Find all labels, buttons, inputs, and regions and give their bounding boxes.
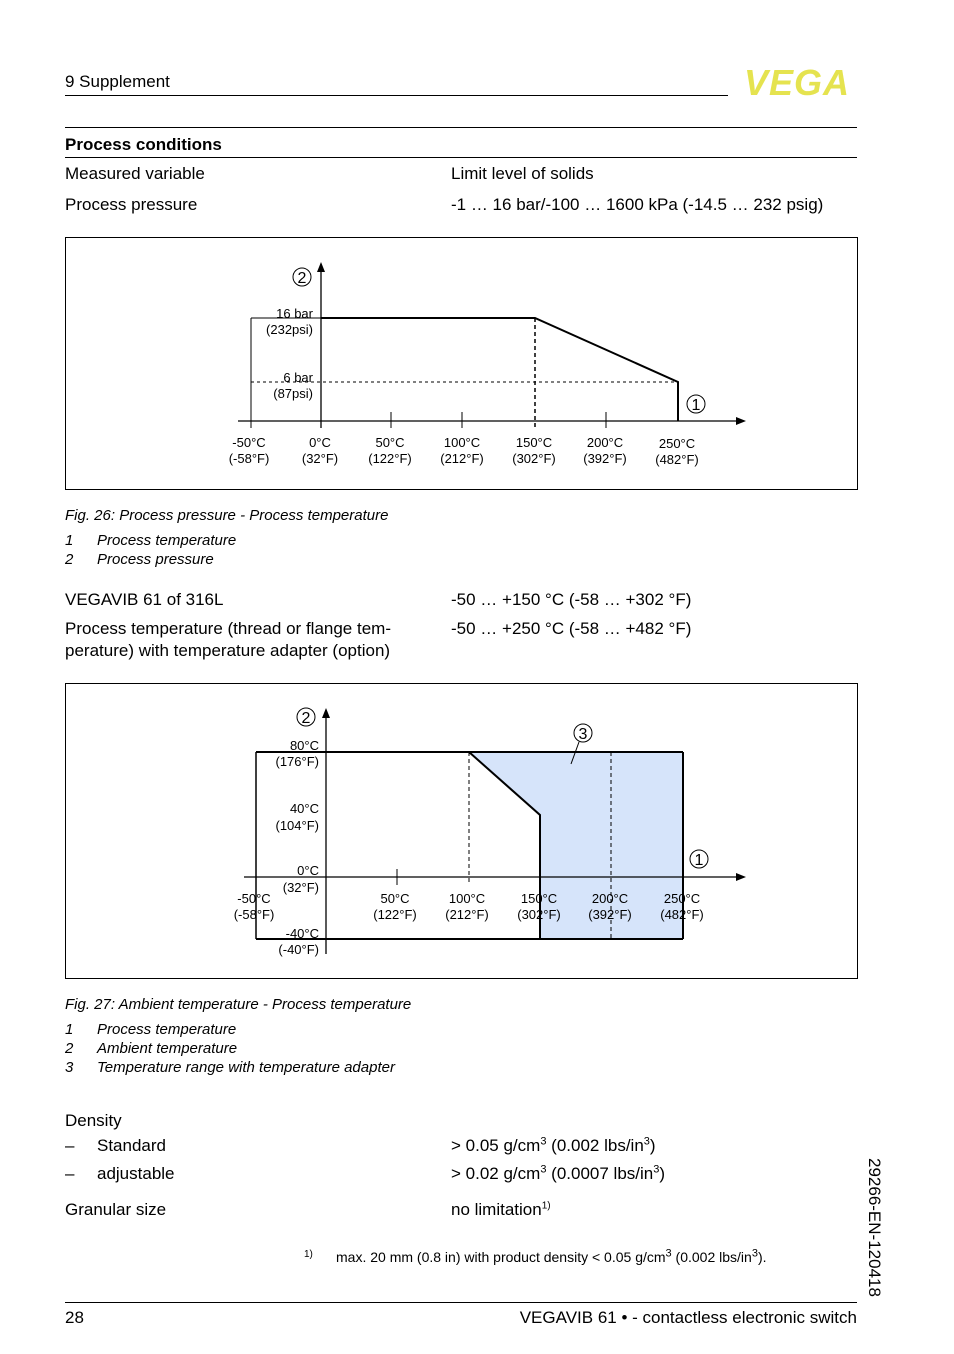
y-tick-label: (232psi)	[266, 322, 313, 337]
footer-rule	[65, 1302, 857, 1303]
callout-1-label: 1	[694, 852, 704, 869]
x-tick-label: 250°C	[663, 891, 701, 906]
x-tick-label: (32°F)	[301, 451, 339, 466]
pressure-limit-curve	[321, 318, 678, 421]
figure-27-frame	[65, 683, 858, 979]
x-axis-arrow	[736, 873, 746, 881]
callout-2-label: 2	[301, 710, 311, 727]
process-pressure-value: -1 … 16 bar/-100 … 1600 kPa (-14.5 … 232 psig)	[451, 195, 824, 214]
density-adjustable-label: adjustable	[97, 1164, 175, 1183]
y-tick-label: 0°C	[297, 863, 319, 878]
x-tick-label: 150°C	[515, 435, 553, 450]
y-tick-label: (104°F)	[275, 818, 319, 833]
x-tick-label: (482°F)	[655, 452, 699, 467]
x-tick-label: 150°C	[520, 891, 558, 906]
vega-logo-icon	[735, 66, 859, 98]
ambient-process-temperature-diagram	[66, 684, 859, 980]
process-temp-adapter-label-2: perature) with temperature adapter (option)	[65, 641, 391, 660]
y-tick-label: (176°F)	[275, 754, 319, 769]
y-tick-label: 16 bar	[276, 306, 313, 321]
vegavib-316l-value: -50 … +150 °C (-58 … +302 °F)	[451, 590, 692, 609]
density-adjustable-value: > 0.02 $g/cm^3$ (0.0007 lbs/$in^3$)	[451, 1163, 666, 1183]
list-dash: –	[65, 1164, 75, 1183]
x-tick-label: (482°F)	[660, 907, 704, 922]
y-axis-arrow	[322, 708, 330, 718]
x-tick-label: -50°C	[232, 435, 266, 450]
legend-text: Process temperature	[97, 532, 237, 549]
y-tick-label: -40°C	[285, 926, 319, 941]
x-tick-label: (302°F)	[512, 451, 556, 466]
x-tick-label: (-58°F)	[233, 907, 275, 922]
x-axis-arrow	[736, 417, 746, 425]
section-top-rule	[65, 127, 857, 128]
x-tick-label: (-58°F)	[228, 451, 270, 466]
footnote-mark: 1)	[304, 1249, 313, 1260]
x-tick-label: (122°F)	[368, 451, 412, 466]
process-temp-adapter-label-1: Process temperature (thread or flange tem-	[65, 619, 391, 638]
section-heading: Process conditions	[65, 135, 222, 154]
y-tick-label: 40°C	[289, 801, 319, 816]
x-tick-label: 250°C	[658, 436, 696, 451]
x-tick-label: (392°F)	[588, 907, 632, 922]
density-standard-value: > 0.05 $g/cm^3$ (0.002 lbs/$in^3$)	[451, 1135, 656, 1155]
x-tick-label: 0°C	[309, 435, 331, 450]
legend-number: 3	[65, 1059, 74, 1076]
y-tick-label: (32°F)	[282, 880, 319, 895]
footer-title: VEGAVIB 61 • - contactless electronic switch	[519, 1308, 857, 1327]
granular-size-label: Granular size	[65, 1200, 167, 1219]
legend-number: 1	[65, 532, 74, 549]
x-tick-label: -50°C	[237, 891, 271, 906]
y-tick-label: (-40°F)	[278, 942, 319, 957]
header-rule	[65, 95, 728, 96]
page-number: 28	[65, 1308, 84, 1327]
legend-number: 2	[65, 551, 74, 568]
callout-3-label: 3	[578, 726, 588, 743]
vega-logo	[735, 66, 859, 98]
figure-26-caption: Fig. 26: Process pressure - Process temperature	[65, 507, 389, 524]
legend-text: Temperature range with temperature adapter	[97, 1059, 395, 1076]
x-tick-label: 50°C	[375, 435, 405, 450]
figure-26-frame	[65, 237, 858, 490]
process-temp-adapter-value: -50 … +250 °C (-58 … +482 °F)	[451, 619, 692, 638]
y-tick-label: (87psi)	[273, 386, 313, 401]
figure-27-caption: Fig. 27: Ambient temperature - Process temperature	[65, 996, 412, 1013]
legend-number: 2	[65, 1040, 74, 1057]
measured-variable-label: Measured variable	[65, 164, 205, 183]
x-tick-label: (302°F)	[517, 907, 561, 922]
list-dash: –	[65, 1136, 75, 1155]
density-label: Density	[65, 1111, 122, 1130]
legend-text: Process temperature	[97, 1021, 237, 1038]
x-tick-label: (212°F)	[440, 451, 484, 466]
x-tick-label: (212°F)	[445, 907, 489, 922]
pressure-temperature-diagram	[66, 238, 859, 491]
legend-number: 1	[65, 1021, 74, 1038]
section-header: 9 Supplement	[65, 72, 170, 91]
density-standard-label: Standard	[97, 1136, 166, 1155]
callout-2-label: 2	[297, 270, 307, 287]
x-tick-label: (122°F)	[373, 907, 417, 922]
svg-text:VEGA: VEGA	[743, 66, 851, 98]
x-tick-label: 100°C	[448, 891, 486, 906]
x-tick-label: 200°C	[591, 891, 629, 906]
vegavib-316l-label: VEGAVIB 61 of 316L	[65, 590, 224, 609]
footnote-text: max. 20 mm (0.8 in) with product density < 0.05 $g/cm^3$ (0.002 lbs/$in^3$).	[336, 1247, 767, 1265]
x-tick-label: 100°C	[443, 435, 481, 450]
callout-1-label: 1	[691, 397, 701, 414]
legend-text: Process pressure	[97, 551, 214, 568]
y-tick-label: 6 bar	[283, 370, 313, 385]
process-pressure-label: Process pressure	[65, 195, 198, 214]
x-tick-label: 200°C	[586, 435, 624, 450]
legend-text: Ambient temperature	[97, 1040, 238, 1057]
granular-size-value: no limitation$^{1)}$	[451, 1200, 551, 1219]
x-tick-label: (392°F)	[583, 451, 627, 466]
section-heading-rule	[65, 157, 857, 158]
y-axis-arrow	[317, 262, 325, 272]
measured-variable-value: Limit level of solids	[451, 164, 594, 183]
y-tick-label: 80°C	[289, 738, 319, 753]
x-tick-label: 50°C	[380, 891, 410, 906]
